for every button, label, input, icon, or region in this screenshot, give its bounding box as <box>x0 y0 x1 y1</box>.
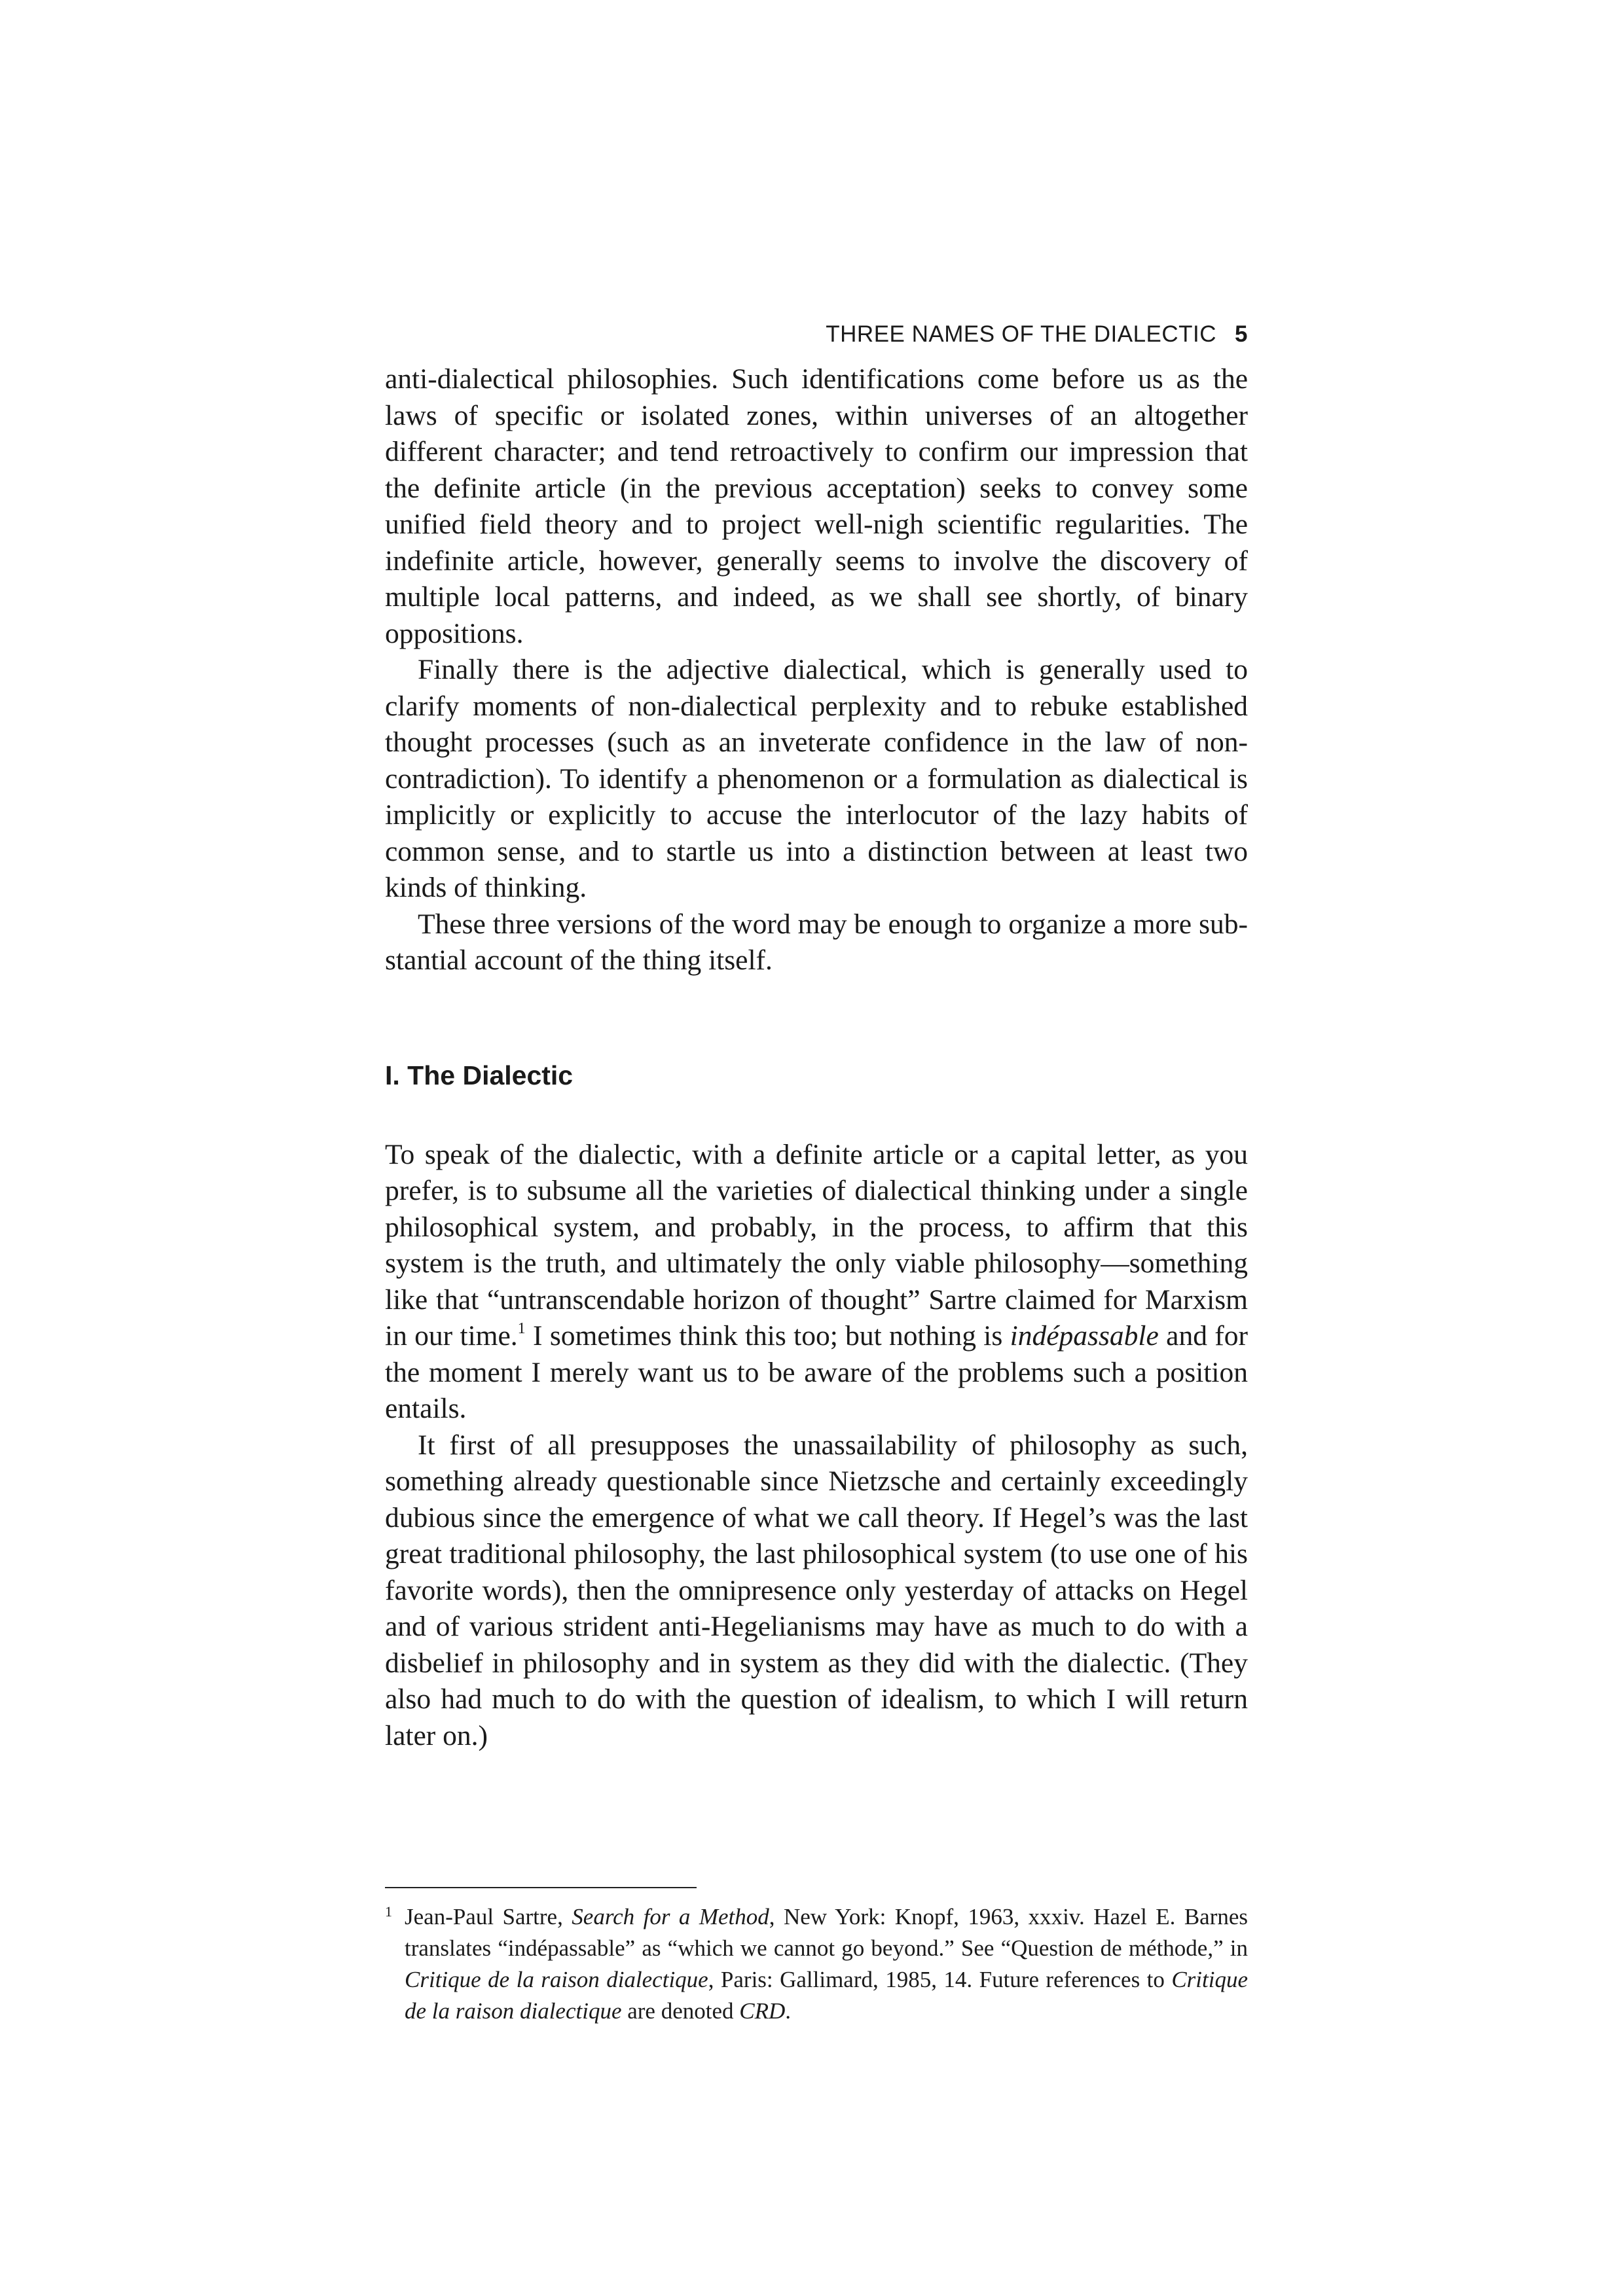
paragraph-4 <box>385 1137 1248 1427</box>
footnote-text-4: are denoted <box>621 1998 740 2024</box>
footnote-text-1: Jean-Paul Sartre, <box>405 1904 572 1929</box>
running-head-title: THREE NAMES OF THE DIALECTIC <box>826 321 1217 347</box>
footnote-reference: 1 <box>517 1320 526 1337</box>
paragraph-4-italic: indépassable <box>1010 1320 1159 1352</box>
paragraph-3: These three versions of the word may be enough to organize a more substantial account of the thing itself. <box>385 908 1248 976</box>
paragraph-5: It first of all presupposes the unassailability of philosophy as such, something already questionable since Nietzsche and certainly exceedingly dubious since the emergence of what we call theory. If Hegel’s was the last great traditional philosophy, the last philosophical system (to use one of his favorite words), then the omnipresence only yesterday of attacks on Hegel and of various strident anti-Hegelianisms may have as much to do with a disbelief in philosophy and in system as they did with the dialectic. (They also had much to do with the question of idealism, to which I will return later on.) <box>385 1429 1248 1751</box>
footnote-title-critique: Critique de la raison dialectique <box>405 1967 708 1992</box>
page-number: 5 <box>1235 321 1248 347</box>
footnote-abbreviation-crd: CRD <box>739 1998 786 2024</box>
paragraph-4-text-b: I sometimes think this too; but nothing is <box>525 1320 1010 1352</box>
paragraph-4-text-c: and for the moment I merely want us to be aware of the problems such a position entails. <box>385 1320 1249 1424</box>
body-text <box>385 361 1248 1754</box>
footnote-text-5: . <box>785 1998 792 2024</box>
paragraph-4-text-a: To speak of the dialectic, with a definite article or a capital letter, as you prefer, is to subsume all the varieties of dialectical thinking under a single philosophical system, and probably, in the process, to affirm that this system is the truth, and ultimately the only viable philosophy—something like that “untranscendable horizon of thought” Sartre claimed for Marxism in our time. <box>385 1138 1248 1352</box>
paragraph-2: Finally there is the adjective dialectical, which is generally used to clarify moments of non-dialectical perplexity and to rebuke established thought processes (such as an inveterate confidence in the law of non-contradiction). To identify a phenomenon or a formulation as dialectical is implicitly or explicitly to accuse the interlocutor of the lazy habits of common sense, and to startle us into a distinction between at least two kinds of thinking. <box>385 654 1248 903</box>
footnote <box>385 1901 1248 2027</box>
footnote-divider <box>385 1887 697 1888</box>
footnote-title-critique-2: Critique de la raison dialectique <box>405 1967 1249 2024</box>
footnote-text-3: , Paris: Gallimard, 1985, 14. Future references to <box>708 1967 1172 1992</box>
footnote-mark: 1 <box>385 1903 392 1920</box>
book-page <box>385 318 1248 2027</box>
footnote-text-2: , New York: Knopf, 1963, xxxiv. Hazel E. Barnes translates “indépassable” as “which we cannot go beyond.” See “Question de méthode,” in <box>405 1904 1249 1961</box>
section-heading: I. The Dialectic <box>385 1060 574 1090</box>
paragraph-1: anti-dialectical philosophies. Such identifications come before us as the laws of specific or isolated zones, within universes of an altogether different character; and tend retroactively to confirm our impression that the definite article (in the previous acceptation) seeks to convey some unified field theory and to project well-nigh scientific regularities. The indefinite article, however, generally seems to involve the discovery of multiple local patterns, and indeed, as we shall see shortly, of binary oppositions. <box>385 363 1248 649</box>
footnote-title-search-for-a-method: Search for a Method <box>572 1904 769 1929</box>
running-head <box>385 318 1248 351</box>
